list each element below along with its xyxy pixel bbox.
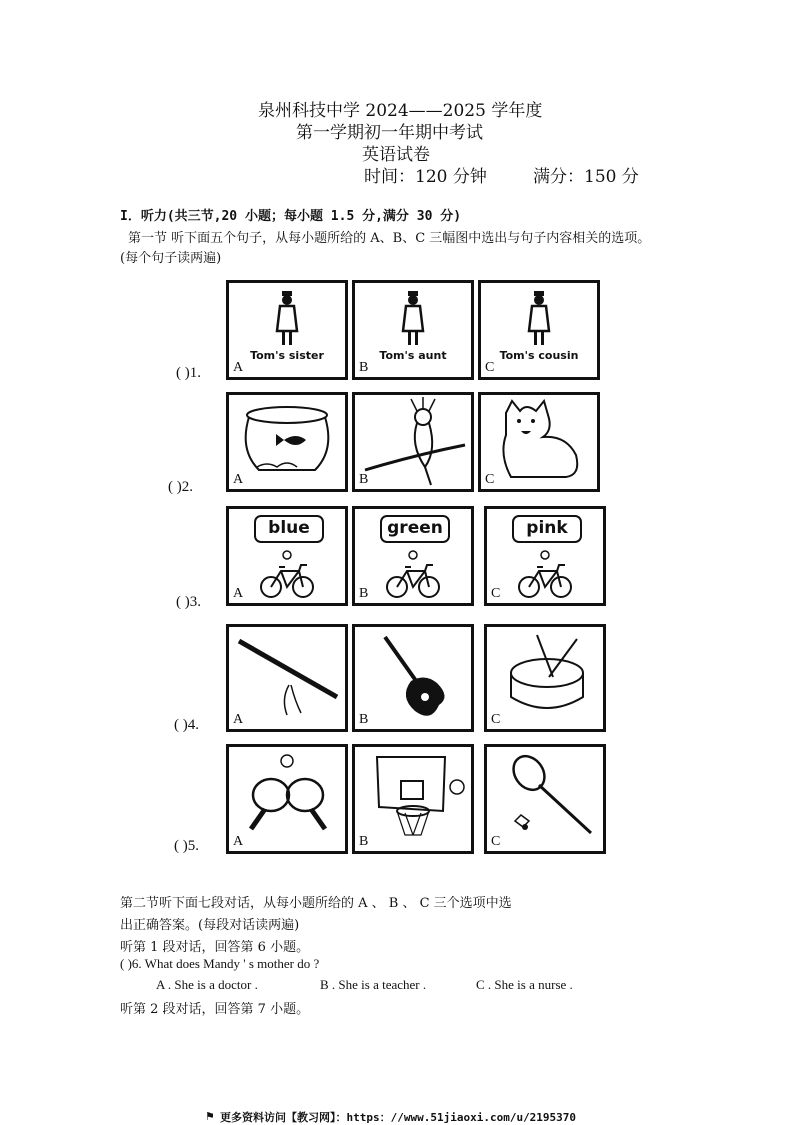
question-number: ( )4.: [174, 717, 199, 733]
part2-instruction: 第二节听下面七段对话，从每小题所给的 A 、 B 、 C 三个选项中选: [120, 896, 512, 911]
option-letter: A: [233, 586, 244, 601]
option-c[interactable]: [484, 506, 606, 606]
option-letter: B: [359, 472, 369, 487]
flute-icon: [229, 627, 345, 727]
basketball-hoop-icon: [355, 747, 471, 851]
option-caption: Tom's aunt: [379, 349, 447, 362]
question-number: ( )3.: [176, 594, 201, 610]
goldfish-bowl-icon: [229, 395, 345, 489]
option-c[interactable]: [478, 280, 600, 380]
flag-icon: ⚑: [205, 1110, 215, 1123]
option-c[interactable]: [484, 744, 606, 854]
option-letter: C: [491, 712, 501, 727]
woman-icon: [481, 283, 597, 377]
option-a[interactable]: [226, 280, 348, 380]
option-a[interactable]: [226, 624, 348, 732]
option-c[interactable]: [478, 392, 600, 492]
dialog-2-label: 听第 2 段对话，回答第 7 小题。: [120, 1002, 310, 1017]
option-letter: C: [485, 360, 495, 375]
bike-icon: [229, 509, 345, 603]
option-letter: C: [485, 472, 495, 487]
bike-icon: [487, 509, 603, 603]
option-letter: B: [359, 586, 369, 601]
option-b[interactable]: [352, 624, 474, 732]
option-b[interactable]: [352, 280, 474, 380]
option-letter: A: [233, 712, 244, 727]
exam-semester-title: 第一学期初一年期中考试: [296, 123, 483, 143]
badminton-icon: [487, 747, 603, 851]
footer-link[interactable]: 更多资料访问【教习网】：https：//www.51jiaoxi.com/u/2195370: [220, 1111, 577, 1124]
dog-icon: [481, 395, 597, 489]
option-letter: A: [233, 472, 244, 487]
exam-time: 时间：120 分钟: [364, 167, 487, 187]
option-letter: B: [359, 360, 369, 375]
exam-full-score: 满分：150 分: [533, 167, 639, 187]
ping-pong-icon: [229, 747, 345, 851]
question-6: ( )6. What does Mandy ' s mother do ?: [120, 956, 320, 971]
parrot-icon: [355, 395, 471, 489]
option-letter: A: [233, 360, 244, 375]
color-label: blue: [254, 515, 324, 543]
color-label: green: [380, 515, 450, 543]
option-b[interactable]: [352, 392, 474, 492]
question-number: ( )1.: [176, 365, 201, 381]
option-b[interactable]: [352, 744, 474, 854]
part1-instruction: 第一节 听下面五个句子，从每小题所给的 A、B、C 三幅图中选出与句子内容相关的选项。: [128, 231, 651, 246]
option-a[interactable]: [226, 392, 348, 492]
woman-icon: [355, 283, 471, 377]
question-number: ( )5.: [174, 838, 199, 854]
option-caption: Tom's sister: [250, 349, 324, 362]
option-a[interactable]: [226, 744, 348, 854]
color-label: pink: [512, 515, 582, 543]
option-letter: B: [359, 712, 369, 727]
option-c[interactable]: [484, 624, 606, 732]
part1-note: (每个句子读两遍): [120, 251, 222, 266]
option-letter: C: [491, 834, 501, 849]
woman-icon: [229, 283, 345, 377]
exam-school-title: 泉州科技中学 2024——2025 学年度: [258, 101, 543, 121]
question-6-option-a[interactable]: A . She is a doctor .: [156, 977, 258, 992]
option-caption: Tom's cousin: [499, 349, 579, 362]
option-a[interactable]: [226, 506, 348, 606]
bike-icon: [355, 509, 471, 603]
question-6-option-c[interactable]: C . She is a nurse .: [476, 977, 573, 992]
question-number: ( )2.: [168, 479, 193, 495]
exam-subject-title: 英语试卷: [362, 145, 430, 165]
option-b[interactable]: [352, 506, 474, 606]
drum-icon: [487, 627, 603, 727]
question-6-option-b[interactable]: B . She is a teacher .: [320, 977, 427, 992]
part2-instruction-cont: 出正确答案。(每段对话读两遍): [120, 918, 300, 933]
guitar-icon: [355, 627, 471, 727]
dialog-1-label: 听第 1 段对话，回答第 6 小题。: [120, 940, 310, 955]
option-letter: A: [233, 834, 244, 849]
section-heading: I．听力(共三节,20 小题；每小题 1.5 分,满分 30 分): [120, 209, 462, 224]
option-letter: B: [359, 834, 369, 849]
option-letter: C: [491, 586, 501, 601]
